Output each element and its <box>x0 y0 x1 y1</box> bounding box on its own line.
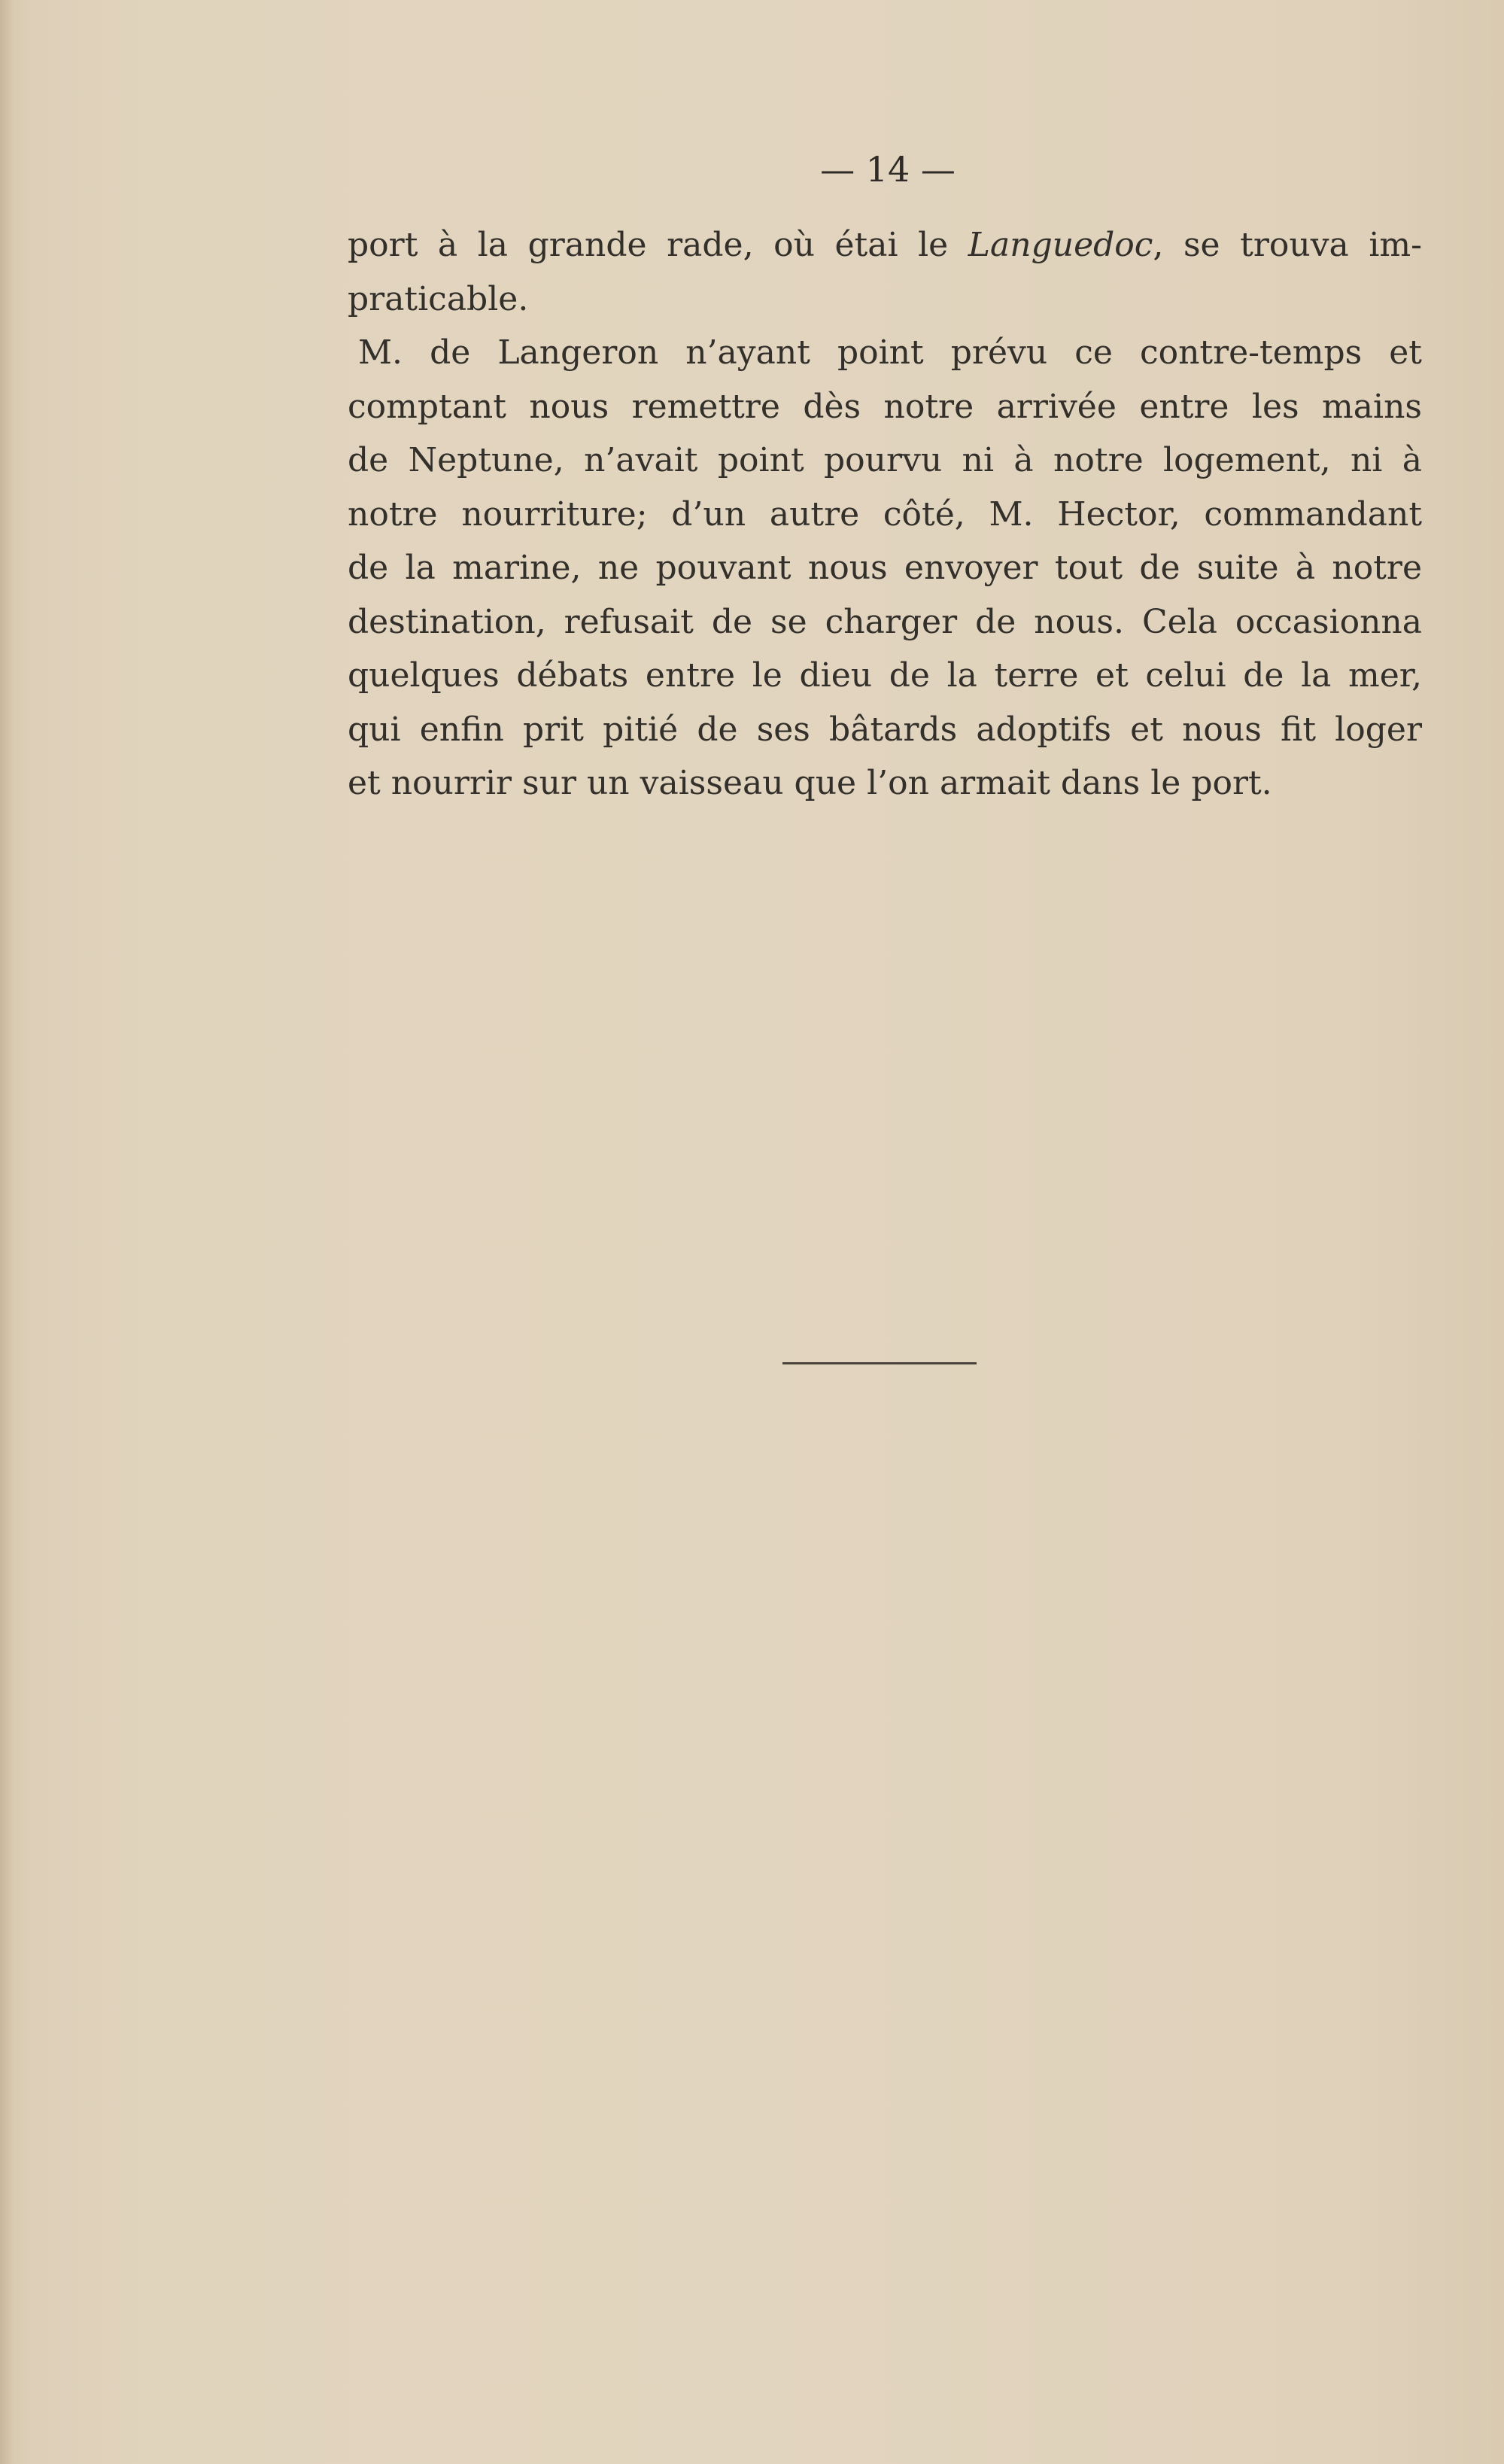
text-line-1 <box>348 218 1422 272</box>
ship-name-languedoc: Languedoc <box>968 226 1153 264</box>
text-line-6: notre nourriture; d’un autre côté, M. Hector, commandant <box>348 494 1422 534</box>
page-number: — 14 — <box>820 149 956 190</box>
body-text <box>348 218 1422 811</box>
text-line-2: praticable. <box>348 279 529 318</box>
text-line-8: destination, refusait de se charger de nous. Cela occasionna <box>348 602 1422 641</box>
text-line-1-start: port à la grande rade, où étai le <box>348 226 968 264</box>
page-binding-shadow <box>0 0 14 2464</box>
text-line-1-end: , se trouva im- <box>1153 226 1422 264</box>
text-line-11: et nourrir sur un vaisseau que l’on armait dans le port. <box>348 764 1272 802</box>
text-line-7: de la marine, ne pouvant nous envoyer tout de suite à notre <box>348 549 1422 587</box>
text-line-4: comptant nous remettre dès notre arrivée entre les mains <box>348 387 1422 426</box>
text-line-3: M. de Langeron n’ayant point prévu ce contre-temps et <box>358 333 1422 372</box>
text-line-10: qui enfin prit pitié de ses bâtards adoptifs et nous fit loger <box>348 710 1422 749</box>
text-line-5: de Neptune, n’avait point pourvu ni à notre logement, ni à <box>348 441 1422 479</box>
text-line-9: quelques débats entre le dieu de la terre et celui de la mer, <box>348 656 1422 695</box>
section-divider-rule <box>782 1362 977 1364</box>
